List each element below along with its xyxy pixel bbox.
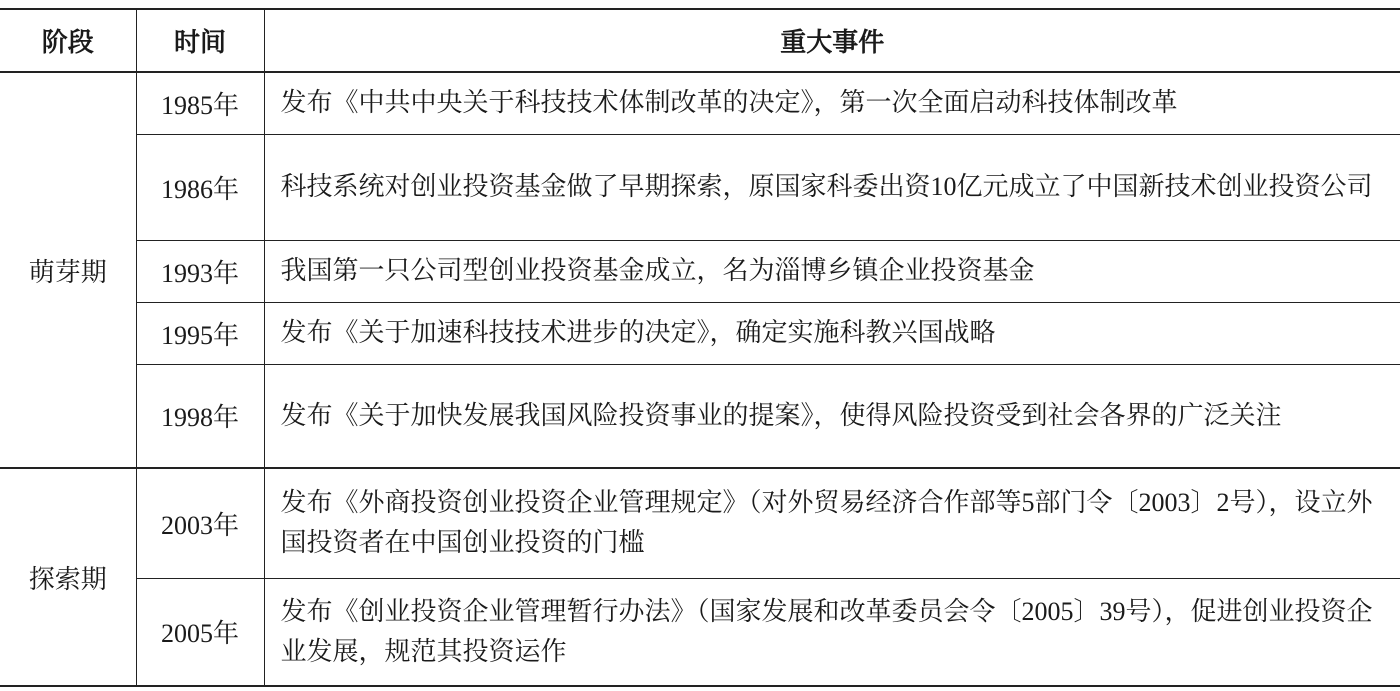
year-cell: 1995年 [136,302,264,364]
table-row [0,240,1400,302]
header-events: 重大事件 [264,9,1400,72]
table-row [0,468,1400,578]
year-cell: 1998年 [136,364,264,468]
table-row [0,364,1400,468]
event-cell: 科技系统对创业投资基金做了早期探索，原国家科委出资10亿元成立了中国新技术创业投资公司 [264,134,1400,240]
header-time: 时间 [136,9,264,72]
table-row [0,134,1400,240]
year-cell: 2005年 [136,578,264,686]
event-cell: 我国第一只公司型创业投资基金成立，名为淄博乡镇企业投资基金 [264,240,1400,302]
events-table [0,8,1400,687]
header-row [0,9,1400,72]
year-cell: 1985年 [136,72,264,134]
table-row [0,578,1400,686]
event-cell: 发布《创业投资企业管理暂行办法》（国家发展和改革委员会令〔2005〕39号），促进创业投资企业发展，规范其投资运作 [264,578,1400,686]
year-cell: 1993年 [136,240,264,302]
event-cell: 发布《关于加快发展我国风险投资事业的提案》，使得风险投资受到社会各界的广泛关注 [264,364,1400,468]
event-cell: 发布《关于加速科技技术进步的决定》，确定实施科教兴国战略 [264,302,1400,364]
stage-cell: 探索期 [0,468,136,686]
table-row [0,72,1400,134]
table-row [0,302,1400,364]
year-cell: 1986年 [136,134,264,240]
stage-cell: 萌芽期 [0,72,136,468]
event-cell: 发布《中共中央关于科技技术体制改革的决定》，第一次全面启动科技体制改革 [264,72,1400,134]
year-cell: 2003年 [136,468,264,578]
event-cell: 发布《外商投资创业投资企业管理规定》（对外贸易经济合作部等5部门令〔2003〕2号），设立外国投资者在中国创业投资的门槛 [264,468,1400,578]
header-stage: 阶段 [0,9,136,72]
